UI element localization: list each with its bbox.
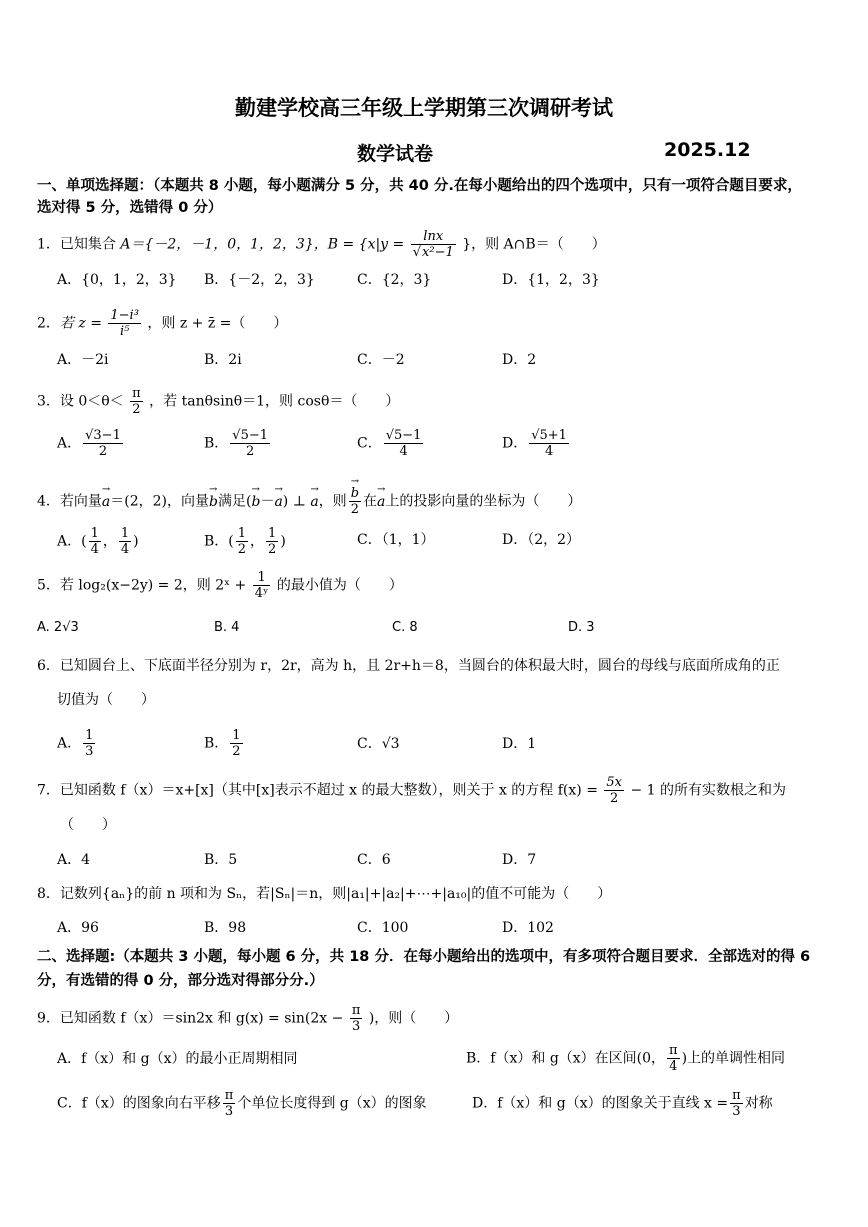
question-9 bbox=[37, 1003, 458, 1034]
q7-option-d: D．7 bbox=[502, 852, 537, 868]
q9-optc-den: 3 bbox=[224, 1104, 234, 1119]
q3-opt-d-num: √5+1 bbox=[531, 428, 567, 443]
q4-vec-a2: → a bbox=[274, 492, 282, 512]
q3-opt-a-label: A． bbox=[57, 435, 82, 452]
q8-option-a: A．96 bbox=[57, 920, 99, 936]
q6-opt-a-den: 3 bbox=[85, 744, 94, 759]
section2-heading-line1: 二、选择题:（本题共 3 小题，每小题 6 分，共 18 分．在每小题给出的选项中，有多项符合题目要求．全部选对的得 6 bbox=[37, 949, 811, 965]
q6-option-d: D．1 bbox=[502, 736, 537, 752]
q4-text-d: － bbox=[260, 493, 275, 510]
q1-text-b: A＝{－2，－1，0，1，2，3}，B = {x|y = bbox=[120, 236, 405, 253]
exam-title: 勤建学校高三年级上学期第三次调研考试 bbox=[235, 96, 613, 120]
q3-opt-b-label: B． bbox=[204, 435, 229, 452]
question-2 bbox=[37, 308, 287, 339]
q4-opt-b-close: ) bbox=[280, 533, 286, 550]
q9-fraction bbox=[350, 1003, 363, 1034]
q3-frac-num: π bbox=[132, 386, 141, 401]
q1-frac-num: lnx bbox=[411, 229, 456, 245]
q9-optc-text-a: C．f（x）的图象向右平移 bbox=[57, 1095, 221, 1112]
q4-vec-a3: → a bbox=[310, 492, 318, 512]
q4-text-c: 满足( bbox=[218, 493, 252, 510]
q2-text-b: ，则 z + z̄ =（ ） bbox=[147, 315, 288, 332]
q4-text-h: 上的投影向量的坐标为（ ） bbox=[385, 493, 582, 510]
q6-opt-a-num: 1 bbox=[85, 728, 94, 743]
q1-text-a: 已知集合 bbox=[59, 236, 116, 253]
q3-opt-d-label: D． bbox=[502, 435, 528, 452]
q4-vec-b2: → b bbox=[251, 492, 260, 512]
q4-text-b: ＝(2，2)，向量 bbox=[110, 493, 210, 510]
q3-fraction bbox=[130, 386, 143, 417]
q4-option-d: D．（2，2） bbox=[502, 532, 581, 548]
q9-optd-num: π bbox=[732, 1088, 741, 1103]
q4-option-c: C．（1，1） bbox=[357, 532, 435, 548]
question-5 bbox=[37, 570, 403, 601]
q4-vec-b3: → b bbox=[351, 486, 359, 501]
q4-opt-b-sep: ， bbox=[250, 533, 265, 550]
q4-vec-a4: → a bbox=[377, 492, 385, 512]
q4-opt-b-num2: 1 bbox=[268, 526, 277, 541]
q3-frac-den: 2 bbox=[132, 402, 141, 417]
q4-opt-a-label: A．( bbox=[57, 533, 87, 550]
q6-option-a bbox=[57, 728, 97, 759]
q9-number: 9． bbox=[37, 1010, 60, 1027]
q9-option-a: A．f（x）和 g（x）的最小正周期相同 bbox=[57, 1051, 298, 1067]
question-7-line2: （ ） bbox=[60, 817, 116, 833]
q1-number: 1． bbox=[37, 236, 60, 253]
question-1 bbox=[37, 229, 606, 260]
section1-heading-line2: 选对得 5 分，选错得 0 分） bbox=[37, 200, 223, 216]
q3-option-d bbox=[502, 428, 571, 459]
q9-option-b bbox=[466, 1043, 785, 1074]
q6-number: 6． bbox=[37, 658, 60, 674]
q4-opt-a-num1: 1 bbox=[90, 526, 99, 541]
q4-opt-b-label: B．( bbox=[204, 533, 234, 550]
q7-fraction bbox=[604, 775, 624, 806]
q5-frac-den: 4ʸ bbox=[254, 586, 269, 601]
q8-number: 8． bbox=[37, 886, 60, 902]
q9-optd-den: 3 bbox=[732, 1104, 741, 1119]
q3-opt-b-den: 2 bbox=[246, 444, 255, 459]
q9-optc-text-b: 个单位长度得到 g（x）的图象 bbox=[237, 1095, 427, 1112]
q4-opt-a-den1: 4 bbox=[90, 542, 99, 557]
q5-fraction bbox=[253, 570, 271, 601]
q9-text-a: 已知函数 f（x）＝sin2x 和 g(x) = sin(2x − bbox=[59, 1010, 344, 1027]
q4-opt-a-den2: 4 bbox=[120, 542, 130, 557]
q2-number: 2． bbox=[37, 315, 60, 332]
q6-opt-a-label: A． bbox=[57, 735, 82, 752]
q8-option-b: B．98 bbox=[204, 920, 247, 936]
q7-text-b: − 1 的所有实数根之和为 bbox=[630, 782, 786, 799]
q9-optb-num: π bbox=[669, 1043, 678, 1058]
q3-opt-c-num: √5−1 bbox=[385, 428, 422, 443]
q1-option-d: D．{1，2，3} bbox=[502, 272, 600, 288]
q5-option-b: B. 4 bbox=[214, 620, 240, 635]
q5-option-c: C. 8 bbox=[392, 620, 418, 635]
q8-text: 记数列{aₙ}的前 n 项和为 Sₙ，若|Sₙ|＝n，则|a₁|+|a₂|+⋯+|a₁₀|的值不可能为（ ） bbox=[59, 886, 612, 902]
q4-option-b bbox=[204, 526, 286, 557]
q4-text-a: 若向量 bbox=[59, 493, 102, 510]
q4-vec-a1: → a bbox=[102, 492, 110, 512]
q3-option-c bbox=[357, 428, 425, 459]
q9-optd-text-b: 对称 bbox=[744, 1095, 773, 1112]
q4-vec-b1: → b bbox=[209, 492, 218, 512]
q3-number: 3． bbox=[37, 393, 60, 410]
q2-fraction bbox=[108, 308, 141, 339]
question-7 bbox=[37, 775, 786, 806]
section1-heading-line1: 一、单项选择题：（本题共 8 小题，每小题满分 5 分，共 40 分.在每小题给出的四个选项中，只有一项符合题目要求， bbox=[37, 178, 802, 194]
q3-opt-b-num: √5−1 bbox=[232, 428, 269, 443]
question-6-line2: 切值为（ ） bbox=[57, 692, 155, 708]
q9-option-c bbox=[57, 1088, 427, 1119]
q4-opt-b-num1: 1 bbox=[237, 526, 247, 541]
q8-option-d: D．102 bbox=[502, 920, 554, 936]
q5-frac-num: 1 bbox=[253, 570, 271, 586]
q9-frac-den: 3 bbox=[351, 1019, 361, 1034]
q3-opt-a-den: 2 bbox=[98, 444, 108, 459]
q9-optb-text-b: )上的单调性相同 bbox=[681, 1050, 786, 1067]
exam-date: 2025.12 bbox=[664, 139, 751, 161]
q5-option-a: A. 2√3 bbox=[37, 620, 79, 635]
q6-opt-b-num: 1 bbox=[232, 728, 241, 743]
q4-opt-b-den2: 2 bbox=[268, 542, 277, 557]
q2-option-d: D．2 bbox=[502, 352, 537, 368]
q5-text-a: 若 log₂(x−2y) = 2，则 2ˣ + bbox=[59, 577, 247, 594]
q3-opt-c-label: C． bbox=[357, 435, 382, 452]
q3-opt-a-num: √3−1 bbox=[85, 428, 121, 443]
q7-text-a: 已知函数 f（x）＝x+[x]（其中[x]表示不超过 x 的最大整数），则关于 x 的方程 f(x) = bbox=[59, 782, 598, 799]
q7-option-b: B．5 bbox=[204, 852, 238, 868]
q7-frac-num: 5x bbox=[606, 775, 622, 790]
q6-option-c: C．√3 bbox=[357, 736, 400, 752]
q8-option-c: C．100 bbox=[357, 920, 409, 936]
q3-option-a bbox=[57, 428, 125, 459]
q4-text-g: 在 bbox=[363, 493, 378, 510]
q4-opt-a-close: ) bbox=[133, 533, 139, 550]
q4-opt-a-sep: ， bbox=[102, 533, 117, 550]
q1-frac-den-text: x²−1 bbox=[422, 245, 454, 260]
q2-frac-den: i⁵ bbox=[119, 324, 130, 339]
q9-option-d bbox=[472, 1088, 773, 1119]
q5-text-b: 的最小值为（ ） bbox=[276, 577, 403, 594]
q5-number: 5． bbox=[37, 577, 60, 594]
q4-half-den: 2 bbox=[350, 502, 359, 517]
q3-option-b bbox=[204, 428, 272, 459]
q4-text-e: ) ⊥ bbox=[282, 493, 306, 510]
q3-text-b: ，若 tanθsinθ＝1，则 cosθ＝（ ） bbox=[149, 393, 400, 410]
q9-frac-num: π bbox=[351, 1003, 361, 1018]
q7-option-c: C．6 bbox=[357, 852, 391, 868]
q2-text-a: 若 z = bbox=[59, 315, 102, 332]
q9-optc-num: π bbox=[224, 1088, 234, 1103]
q6-opt-b-den: 2 bbox=[232, 744, 241, 759]
q1-option-c: C．{2，3} bbox=[357, 272, 432, 288]
q6-opt-b-label: B． bbox=[204, 735, 229, 752]
q6-option-b bbox=[204, 728, 245, 759]
q1-text-c: }，则 A∩B＝（ ） bbox=[462, 236, 606, 253]
q3-opt-d-den: 4 bbox=[544, 444, 554, 459]
q3-opt-c-den: 4 bbox=[399, 444, 408, 459]
q9-optb-text-a: B．f（x）和 g（x）在区间(0， bbox=[466, 1050, 666, 1067]
question-4 bbox=[37, 486, 581, 517]
question-6-line1 bbox=[37, 656, 780, 676]
q4-text-f: ，则 bbox=[318, 493, 347, 510]
q9-text-b: )，则（ ） bbox=[368, 1010, 459, 1027]
question-8 bbox=[37, 884, 611, 904]
q2-frac-num: 1−i³ bbox=[110, 308, 139, 323]
q7-number: 7． bbox=[37, 782, 60, 799]
q4-number: 4． bbox=[37, 493, 60, 510]
q1-option-b: B．{－2，2，3} bbox=[204, 272, 315, 288]
q7-option-a: A．4 bbox=[57, 852, 91, 868]
q1-frac-den: √x²−1 bbox=[412, 245, 454, 260]
q1-option-a: A．{0，1，2，3} bbox=[57, 272, 177, 288]
q9-optd-text-a: D．f（x）和 g（x）的图象关于直线 x = bbox=[472, 1095, 729, 1112]
section2-heading-line2: 分，有选错的得 0 分，部分选对得部分分.） bbox=[37, 973, 324, 989]
q2-option-a: A．－2i bbox=[57, 352, 109, 368]
subject-title: 数学试卷 bbox=[357, 143, 434, 165]
q2-option-b: B．2i bbox=[204, 352, 242, 368]
q5-option-d: D. 3 bbox=[568, 620, 595, 635]
q2-option-c: C．－2 bbox=[357, 352, 405, 368]
q7-frac-den: 2 bbox=[610, 791, 619, 806]
q6-text-line1: 已知圆台上、下底面半径分别为 r，2r，高为 h，且 2r+h＝8，当圆台的体积最大时，圆台的母线与底面所成角的正 bbox=[59, 658, 780, 674]
q9-optb-den: 4 bbox=[669, 1059, 678, 1074]
q4-opt-b-den1: 2 bbox=[237, 542, 247, 557]
q3-text-a: 设 0＜θ＜ bbox=[59, 393, 124, 410]
question-3 bbox=[37, 386, 399, 417]
q4-opt-a-num2: 1 bbox=[120, 526, 130, 541]
q4-option-a bbox=[57, 526, 139, 557]
q1-fraction bbox=[411, 229, 456, 260]
